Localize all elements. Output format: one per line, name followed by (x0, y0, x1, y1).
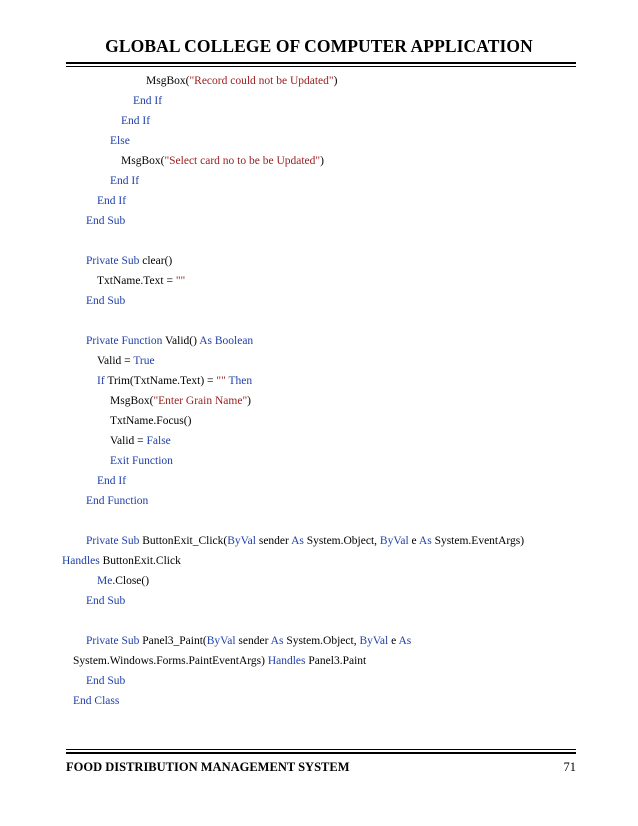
footer-project-title: FOOD DISTRIBUTION MANAGEMENT SYSTEM (66, 760, 350, 774)
code-line: End Sub (86, 215, 126, 227)
code-line: Else (110, 135, 130, 147)
code-line: MsgBox("Select card no to be be Updated") (121, 155, 324, 167)
code-line: End If (133, 95, 163, 107)
code-line: System.Windows.Forms.PaintEventArgs) Handles Panel3.Paint (73, 655, 367, 667)
code-line: End If (97, 475, 127, 487)
code-line: TxtName.Focus() (110, 415, 192, 427)
code-line: Private Sub clear() (86, 255, 173, 267)
code-line: End Function (86, 495, 149, 507)
code-line: End If (110, 175, 140, 187)
header-rule-thin (66, 66, 576, 67)
code-line: End Sub (86, 675, 126, 687)
code-line: TxtName.Text = "" (97, 275, 186, 287)
footer-rule-thin (66, 749, 576, 750)
code-line: Private Sub ButtonExit_Click(ByVal sender As System.Object, ByVal e As System.EventArgs) (86, 535, 525, 547)
code-line: Valid = True (97, 355, 155, 367)
code-line: MsgBox("Record could not be Updated") (146, 75, 338, 87)
header-rule-thick (66, 62, 576, 64)
code-line: Private Sub Panel3_Paint(ByVal sender As System.Object, ByVal e As (86, 635, 412, 647)
code-line: End If (121, 115, 151, 127)
code-line: Exit Function (110, 455, 173, 467)
code-line: MsgBox("Enter Grain Name") (110, 395, 251, 407)
code-line: Me.Close() (97, 575, 150, 587)
code-line: End Sub (86, 595, 126, 607)
code-line: End Sub (86, 295, 126, 307)
code-line: Handles ButtonExit.Click (62, 555, 181, 567)
code-line: End If (97, 195, 127, 207)
page-header-title: GLOBAL COLLEGE OF COMPUTER APPLICATION (105, 36, 533, 56)
code-line: Valid = False (110, 435, 171, 447)
code-line: Private Function Valid() As Boolean (86, 335, 254, 347)
page-number: 71 (563, 760, 576, 774)
code-line: End Class (73, 695, 120, 707)
code-line: If Trim(TxtName.Text) = "" Then (97, 375, 253, 387)
footer-rule-thick (66, 752, 576, 754)
